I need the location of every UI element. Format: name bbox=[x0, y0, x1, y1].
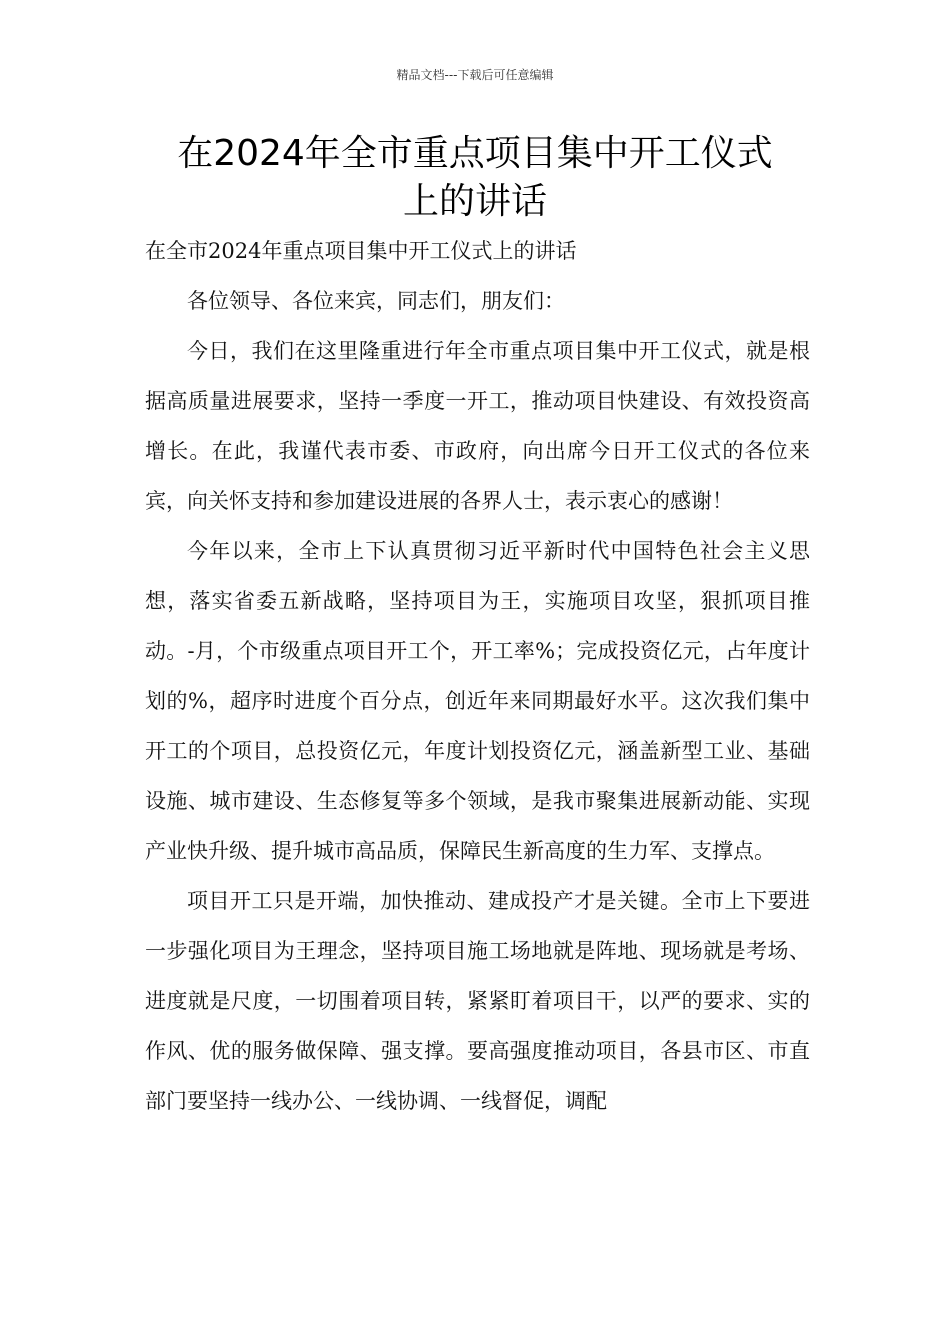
title-line-1: 在2024年全市重点项目集中开工仪式 bbox=[177, 133, 773, 174]
body-paragraph: 项目开工只是开端，加快推动、建成投产才是关键。全市上下要进一步强化项目为王理念，坚持项目施工场地就是阵地、现场就是考场、进度就是尺度，一切围着项目转，紧紧盯着项目干，以严的要求、实的作风、优的服务做保障、强支撑。要高强度推动项目，各县市区、市直部门要坚持一线办公、一线协调、一线督促，调配 bbox=[145, 889, 810, 1113]
subtitle-paragraph: 在全市2024年重点项目集中开工仪式上的讲话 bbox=[145, 239, 577, 263]
header-note: 精品文档---下载后可任意编辑 bbox=[396, 68, 554, 82]
document-body bbox=[145, 226, 810, 1126]
title-line-2: 上的讲话 bbox=[402, 181, 547, 222]
body-paragraph: 今日，我们在这里隆重进行年全市重点项目集中开工仪式，就是根据高质量进展要求，坚持一季度一开工，推动项目快建设、有效投资高增长。在此，我谨代表市委、市政府，向出席今日开工仪式的各位来宾，向关怀支持和参加建设进展的各界人士，表示衷心的感谢！ bbox=[145, 339, 810, 513]
document-title bbox=[145, 130, 805, 226]
salutation-paragraph: 各位领导、各位来宾，同志们，朋友们： bbox=[187, 289, 565, 313]
body-paragraph: 今年以来，全市上下认真贯彻习近平新时代中国特色社会主义思想，落实省委五新战略，坚持项目为王，实施项目攻坚，狠抓项目推动。-月，个市级重点项目开工个，开工率%；完成投资亿元，占年度计划的%，超序时进度个百分点，创近年来同期最好水平。这次我们集中开工的个项目，总投资亿元，年度计划投资亿元，涵盖新型工业、基础设施、城市建设、生态修复等多个领域，是我市聚集进展新动能、实现产业快升级、提升城市高品质，保障民生新高度的生力军、支撑点。 bbox=[145, 539, 810, 863]
